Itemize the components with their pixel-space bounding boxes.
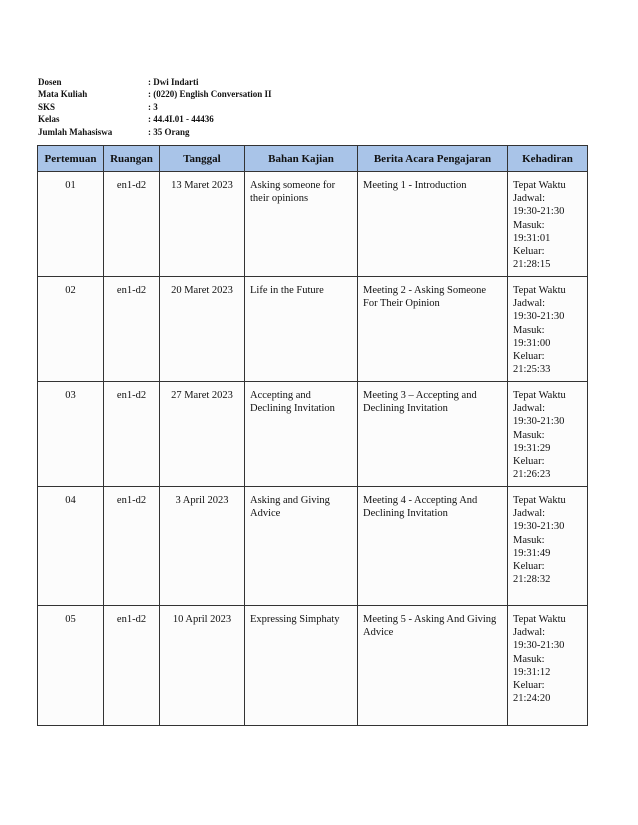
info-row-sks	[38, 101, 272, 113]
attendance-status: Tepat Waktu	[513, 495, 566, 506]
info-value: : 3	[148, 101, 158, 112]
info-row-mata-kuliah	[38, 88, 272, 100]
attendance-in-label: Masuk:	[513, 429, 545, 441]
attendance-schedule-label: Jadwal:	[513, 193, 546, 205]
cell-tanggal: 20 Maret 2023	[160, 277, 245, 382]
attendance-in-label: Masuk:	[513, 324, 545, 336]
cell-ruangan: en1-d2	[104, 277, 160, 382]
table-row	[38, 487, 588, 606]
attendance-schedule-time: 19:30-21:30	[513, 640, 565, 652]
attendance-in-time: 19:31:00	[513, 337, 551, 349]
attendance-out-label: Keluar:	[513, 246, 545, 258]
header-tanggal: Tanggal	[160, 146, 245, 172]
cell-tanggal: 27 Maret 2023	[160, 382, 245, 487]
attendance-schedule-label: Jadwal:	[513, 627, 546, 639]
attendance-in-time: 19:31:29	[513, 442, 551, 454]
cell-pertemuan: 03	[38, 382, 104, 487]
attendance-out-time: 21:28:15	[513, 259, 551, 271]
attendance-table	[37, 145, 588, 726]
info-value: : 35 Orang	[148, 126, 190, 137]
cell-berita-acara: Meeting 1 - Introduction	[358, 172, 508, 277]
attendance-out-label: Keluar:	[513, 456, 545, 468]
info-label: SKS	[38, 101, 56, 112]
table-row	[38, 606, 588, 726]
cell-ruangan: en1-d2	[104, 172, 160, 277]
header-pertemuan: Pertemuan	[38, 146, 104, 172]
table-row	[38, 172, 588, 277]
cell-ruangan: en1-d2	[104, 487, 160, 606]
info-row-dosen	[38, 76, 272, 88]
cell-kehadiran	[508, 382, 588, 487]
cell-pertemuan: 05	[38, 606, 104, 726]
cell-pertemuan: 02	[38, 277, 104, 382]
info-label: Mata Kuliah	[38, 89, 88, 100]
info-label: Kelas	[38, 114, 60, 125]
attendance-status: Tepat Waktu	[513, 285, 566, 296]
attendance-in-label: Masuk:	[513, 219, 545, 231]
cell-berita-acara: Meeting 2 - Asking Someone For Their Opinion	[358, 277, 508, 382]
attendance-status: Tepat Waktu	[513, 180, 566, 191]
attendance-schedule-label: Jadwal:	[513, 403, 546, 415]
attendance-schedule-label: Jadwal:	[513, 298, 546, 310]
attendance-schedule-label: Jadwal:	[513, 508, 546, 520]
attendance-out-time: 21:24:20	[513, 693, 551, 705]
cell-ruangan: en1-d2	[104, 382, 160, 487]
cell-berita-acara: Meeting 3 – Accepting and Declining Invitation	[358, 382, 508, 487]
cell-kehadiran	[508, 277, 588, 382]
header-kehadiran: Kehadiran	[508, 146, 588, 172]
attendance-out-time: 21:26:23	[513, 469, 551, 481]
info-label: Dosen	[38, 77, 62, 87]
info-value: : (0220) English Conversation II	[148, 89, 272, 100]
cell-berita-acara: Meeting 4 - Accepting And Declining Invitation	[358, 487, 508, 606]
cell-bahan-kajian: Asking someone for their opinions	[245, 172, 358, 277]
attendance-schedule-time: 19:30-21:30	[513, 311, 565, 323]
cell-bahan-kajian: Accepting and Declining Invitation	[245, 382, 358, 487]
header-berita-acara: Berita Acara Pengajaran	[358, 146, 508, 172]
attendance-out-label: Keluar:	[513, 561, 545, 573]
cell-pertemuan: 04	[38, 487, 104, 606]
cell-tanggal: 10 April 2023	[160, 606, 245, 726]
info-label: Jumlah Mahasiswa	[38, 126, 113, 137]
attendance-out-label: Keluar:	[513, 351, 545, 363]
attendance-schedule-time: 19:30-21:30	[513, 416, 565, 428]
header-bahan-kajian: Bahan Kajian	[245, 146, 358, 172]
cell-kehadiran	[508, 606, 588, 726]
header-ruangan: Ruangan	[104, 146, 160, 172]
attendance-in-label: Masuk:	[513, 534, 545, 546]
attendance-out-time: 21:25:33	[513, 364, 551, 376]
attendance-status: Tepat Waktu	[513, 614, 566, 625]
attendance-in-time: 19:31:12	[513, 666, 551, 678]
info-value: : 44.4I.01 - 44436	[148, 114, 214, 125]
cell-kehadiran	[508, 172, 588, 277]
attendance-out-time: 21:28:32	[513, 574, 551, 586]
attendance-in-label: Masuk:	[513, 653, 545, 665]
table-row	[38, 277, 588, 382]
info-value: : Dwi Indarti	[148, 77, 199, 87]
attendance-in-time: 19:31:49	[513, 547, 551, 559]
table-header-row	[38, 146, 588, 172]
cell-berita-acara: Meeting 5 - Asking And Giving Advice	[358, 606, 508, 726]
attendance-status: Tepat Waktu	[513, 390, 566, 401]
course-info	[38, 76, 272, 138]
cell-tanggal: 13 Maret 2023	[160, 172, 245, 277]
cell-kehadiran	[508, 487, 588, 606]
attendance-out-label: Keluar:	[513, 680, 545, 692]
cell-bahan-kajian: Life in the Future	[245, 277, 358, 382]
table-row	[38, 382, 588, 487]
attendance-schedule-time: 19:30-21:30	[513, 521, 565, 533]
attendance-schedule-time: 19:30-21:30	[513, 206, 565, 218]
info-row-jumlah-mahasiswa	[38, 126, 272, 138]
attendance-in-time: 19:31:01	[513, 232, 551, 244]
cell-ruangan: en1-d2	[104, 606, 160, 726]
info-row-kelas	[38, 113, 272, 125]
cell-bahan-kajian: Asking and Giving Advice	[245, 487, 358, 606]
cell-tanggal: 3 April 2023	[160, 487, 245, 606]
cell-bahan-kajian: Expressing Simphaty	[245, 606, 358, 726]
cell-pertemuan: 01	[38, 172, 104, 277]
